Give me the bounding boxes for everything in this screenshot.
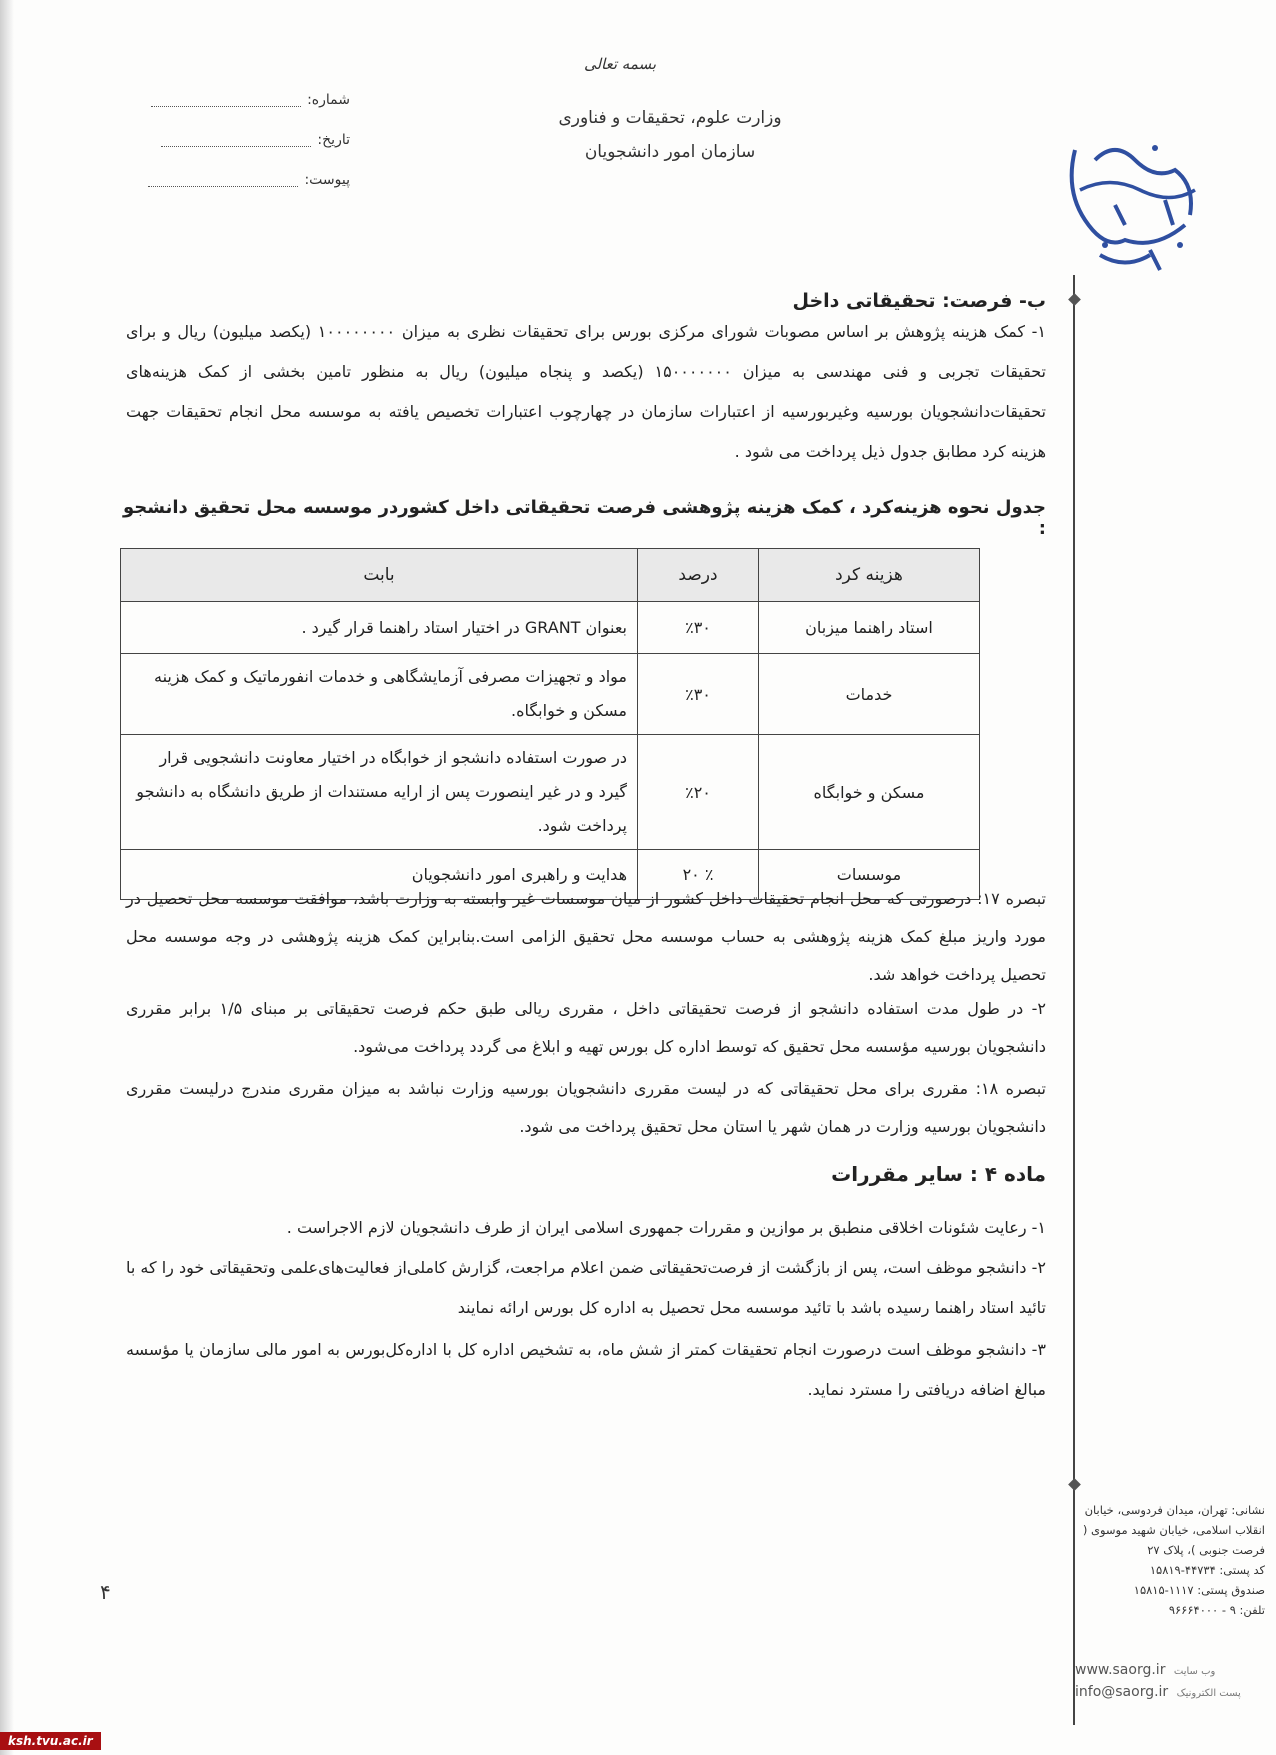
source-stamp[interactable]: ksh.tvu.ac.ir bbox=[0, 1732, 101, 1750]
table-cell: مواد و تجهیزات مصرفی آزمایشگاهی و خدمات انفورماتیک و کمک هزینه مسکن و خوابگاه. bbox=[121, 654, 638, 735]
table-row bbox=[121, 602, 980, 654]
date-label: تاریخ: bbox=[317, 132, 350, 148]
table-cell: ٪۳۰ bbox=[638, 602, 759, 654]
email-label: پست الکترونیک bbox=[1176, 1688, 1241, 1699]
article-4-heading: ماده ۴ : سایر مقررات bbox=[831, 1162, 1046, 1186]
cost-table bbox=[120, 548, 980, 900]
website[interactable]: www.saorg.ir bbox=[1075, 1662, 1166, 1678]
ministry-name: وزارت علوم، تحقیقات و فناوری bbox=[558, 108, 782, 128]
attachment-dots bbox=[148, 174, 298, 187]
table-cell: مسکن و خوابگاه bbox=[759, 735, 980, 850]
paragraph-1: ۱- کمک هزینه پژوهش بر اساس مصوبات شورای مرکزی بورس برای تحقیقات نظری به میزان ۱۰۰۰۰۰۰۰۰ (یکصد میلیون) ریال و برای تحقیقات تجربی و فنی مهندسی به میزان ۱۵۰۰۰۰۰۰۰ (یکصد و پنجاه میلیون) ریال به منظور تامین بخشی از کمک هزینه‌های تحقیقات‌دانشجویان بورسیه وغیربورسیه از اعتبارات سازمان در چهارچوب اعتبارات تخصیص یافته به موسسه محل انجام تحقیقات جهت هزینه کرد مطابق جدول ذیل پرداخت می شود . bbox=[126, 322, 1047, 461]
header-cell: بابت bbox=[121, 549, 638, 602]
number-field bbox=[120, 92, 350, 108]
table-cell: ٪۲۰ bbox=[638, 735, 759, 850]
table-cell: در صورت استفاده دانشجو از خوابگاه در اختیار معاونت دانشجویی قرار گیرد و در غیر اینصورت پس از ارایه مستندات از طریق دانشگاه به دانشجو پرداخت شود. bbox=[121, 735, 638, 850]
scan-edge bbox=[0, 0, 14, 1755]
attachment-field bbox=[120, 172, 350, 188]
po-box: صندوق پستی: ۱۱۱۷-۱۵۸۱۵ bbox=[1133, 1583, 1265, 1597]
table-cell: ٪۳۰ bbox=[638, 654, 759, 735]
note-17: تبصره ۱۷: درصورتی که محل انجام تحقیقات داخل کشور از میان موسسات غیر وابسته به وزارت باشد، موافقت موسسه محل تحصیل در مورد واریز مبلغ کمک هزینه پژوهشی به حساب موسسه محل تحقیق الزامی است.بنابراین کمک هزینه پژوهشی در وجه موسسه محل تحصیل پرداخت خواهد شد. bbox=[126, 889, 1047, 984]
email[interactable]: info@saorg.ir bbox=[1075, 1684, 1169, 1700]
date-dots bbox=[161, 134, 311, 147]
margin-tick bbox=[1068, 1478, 1081, 1491]
date-field bbox=[120, 132, 350, 148]
table-row bbox=[121, 735, 980, 850]
table-cell: بعنوان GRANT در اختیار استاد راهنما قرار گیرد . bbox=[121, 602, 638, 654]
phone: تلفن: ۹ - ۹۶۶۶۴۰۰۰ bbox=[1168, 1603, 1265, 1617]
attachment-label: پیوست: bbox=[304, 172, 350, 188]
note-18: تبصره ۱۸: مقرری برای محل تحقیقاتی که در لیست مقرری دانشجویان بورسیه وزارت نباشد به میزان مقرری مندرج درلیست مقرری دانشجویان بورسیه وزارت در همان شهر یا استان محل تحقیق پرداخت می شود. bbox=[126, 1079, 1047, 1136]
section-heading: ب- فرصت: تحقیقاتی داخل bbox=[792, 290, 1046, 312]
table-row bbox=[121, 654, 980, 735]
address-block bbox=[1075, 1500, 1265, 1620]
number-label: شماره: bbox=[307, 92, 350, 108]
website-label: وب سایت bbox=[1173, 1666, 1216, 1677]
table-cell: ٪ ۲۰ bbox=[638, 850, 759, 900]
header-cell: هزینه کرد bbox=[759, 549, 980, 602]
margin-tick bbox=[1068, 293, 1081, 306]
table-cell: موسسات bbox=[759, 850, 980, 900]
table-header-row bbox=[121, 549, 980, 602]
article-4-item-3: ۳- دانشجو موظف است درصورت انجام تحقیقات کمتر از شش ماه، به تشخیص اداره کل با اداره‌کل‌بورس به امور مالی سازمان یا مؤسسه مبالغ اضافه دریافتی را مسترد نماید. bbox=[126, 1340, 1046, 1399]
address-text: نشانی: تهران، میدان فردوسی، خیابان انقلاب اسلامی، خیابان شهید موسوی ( فرصت جنوبی )، پلاک ۲۷ bbox=[1082, 1503, 1265, 1557]
contact-block bbox=[1075, 1660, 1265, 1704]
organization-logo bbox=[1055, 130, 1215, 280]
article-4-item-1: ۱- رعایت شئونات اخلاقی منطبق بر موازین و مقررات جمهوری اسلامی ایران از طرف دانشجویان لازم الاجراست . bbox=[286, 1218, 1046, 1237]
table-title: جدول نحوه هزینه‌کرد ، کمک هزینه پژوهشی فرصت تحقیقاتی داخل کشوردر موسسه محل تحقیق دانشجو : bbox=[123, 497, 1046, 539]
article-4-item-2: ۲- دانشجو موظف است، پس از بازگشت از فرصت‌تحقیقاتی ضمن اعلام مراجعت، گزارش کاملی‌از فعالیت‌های‌علمی وتحقیقاتی خود را که با تائید استاد راهنما رسیده باشد با تائید موسسه محل تحصیل به اداره کل بورس ارائه نمایند bbox=[126, 1258, 1046, 1317]
organization-name: سازمان امور دانشجویان bbox=[584, 142, 756, 162]
page-number: ۴ bbox=[100, 1580, 111, 1604]
postal-code: کد پستی: ۴۴۷۳۴-۱۵۸۱۹ bbox=[1149, 1563, 1265, 1577]
number-dots bbox=[151, 94, 301, 107]
logo-svg bbox=[1055, 130, 1215, 280]
bismillah: بسمه تعالی bbox=[583, 55, 657, 73]
table-cell: استاد راهنما میزبان bbox=[759, 602, 980, 654]
table-cell: هدایت و راهبری امور دانشجویان bbox=[121, 850, 638, 900]
header-cell: درصد bbox=[638, 549, 759, 602]
table-cell: خدمات bbox=[759, 654, 980, 735]
item-2-stipend: ۲- در طول مدت استفاده دانشجو از فرصت تحقیقاتی داخل ، مقرری ریالی طبق حکم فرصت تحقیقاتی بر مبنای ۱/۵ برابر مقرری دانشجویان بورسیه مؤسسه محل تحقیق که توسط اداره کل بورس تهیه و ابلاغ می گردد پرداخت می‌شود. bbox=[126, 999, 1046, 1056]
